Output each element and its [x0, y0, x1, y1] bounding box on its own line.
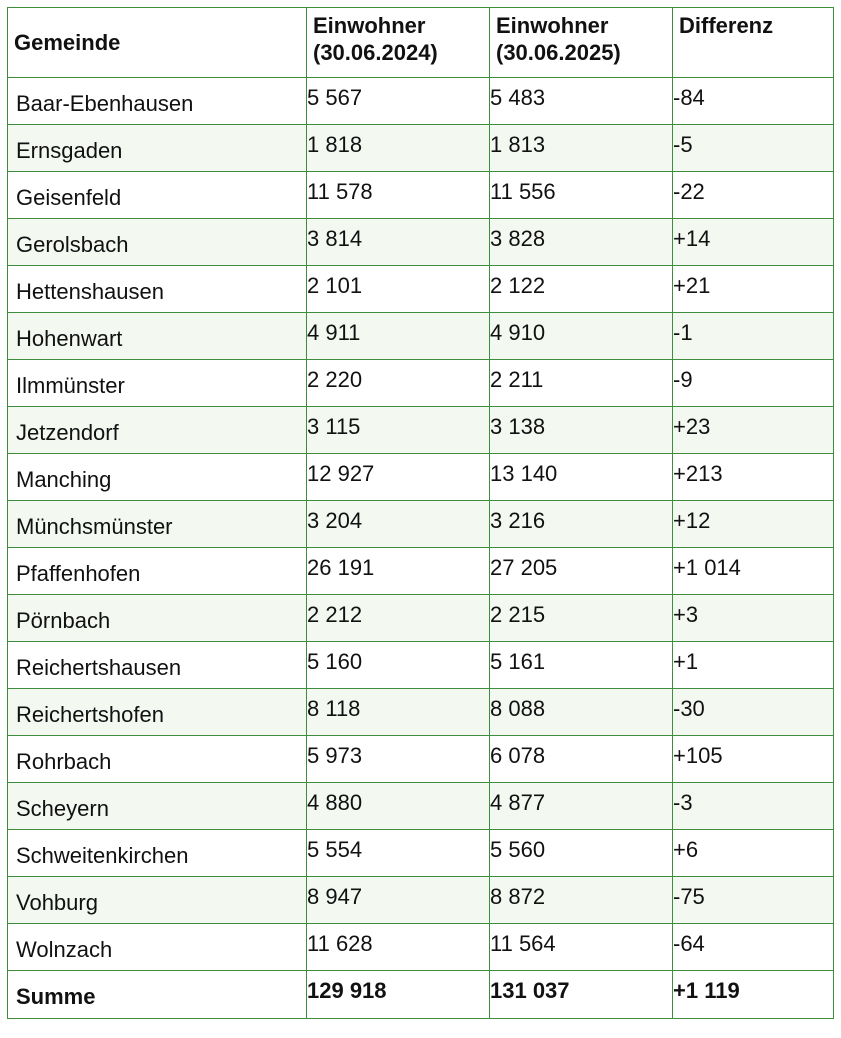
cell-einwohner-2025: 2 215: [490, 595, 673, 642]
cell-gemeinde: Ernsgaden: [8, 125, 307, 172]
table-row: [8, 595, 834, 642]
table-row: [8, 360, 834, 407]
table-body: [8, 78, 834, 1019]
table-row: [8, 877, 834, 924]
cell-einwohner-2025: 1 813: [490, 125, 673, 172]
cell-differenz: -22: [673, 172, 834, 219]
cell-einwohner-2024: 26 191: [307, 548, 490, 595]
cell-gemeinde: Geisenfeld: [8, 172, 307, 219]
cell-einwohner-2025: 11 556: [490, 172, 673, 219]
cell-einwohner-2024: 5 567: [307, 78, 490, 125]
cell-einwohner-2025: 11 564: [490, 924, 673, 971]
cell-einwohner-2024: 11 628: [307, 924, 490, 971]
cell-einwohner-2025: 5 161: [490, 642, 673, 689]
cell-einwohner-2024: 2 212: [307, 595, 490, 642]
cell-einwohner-2024: 11 578: [307, 172, 490, 219]
table-row: [8, 642, 834, 689]
total-differenz: +1 119: [673, 971, 834, 1019]
table-row: [8, 501, 834, 548]
cell-differenz: +6: [673, 830, 834, 877]
cell-einwohner-2025: 4 877: [490, 783, 673, 830]
table-row: [8, 125, 834, 172]
table-header: [8, 8, 834, 78]
cell-gemeinde: Ilmmünster: [8, 360, 307, 407]
cell-einwohner-2025: 3 216: [490, 501, 673, 548]
header-einwohner-2025-line2: (30.06.2025): [496, 40, 621, 65]
table-row: [8, 78, 834, 125]
cell-einwohner-2024: 1 818: [307, 125, 490, 172]
cell-differenz: -1: [673, 313, 834, 360]
total-einwohner-2025: 131 037: [490, 971, 673, 1019]
header-gemeinde: Gemeinde: [8, 8, 307, 78]
population-table: [7, 7, 834, 1019]
cell-einwohner-2025: 8 088: [490, 689, 673, 736]
cell-differenz: +3: [673, 595, 834, 642]
header-einwohner-2024-line2: (30.06.2024): [313, 40, 438, 65]
cell-differenz: +12: [673, 501, 834, 548]
cell-gemeinde: Vohburg: [8, 877, 307, 924]
cell-gemeinde: Reichertshofen: [8, 689, 307, 736]
table-row: [8, 830, 834, 877]
cell-einwohner-2025: 2 122: [490, 266, 673, 313]
cell-einwohner-2025: 4 910: [490, 313, 673, 360]
cell-differenz: -3: [673, 783, 834, 830]
header-differenz: Differenz: [673, 8, 834, 78]
table-row: [8, 783, 834, 830]
cell-differenz: -84: [673, 78, 834, 125]
header-einwohner-2024: [307, 8, 490, 78]
table-row: [8, 548, 834, 595]
cell-einwohner-2025: 2 211: [490, 360, 673, 407]
cell-differenz: +23: [673, 407, 834, 454]
cell-gemeinde: Reichertshausen: [8, 642, 307, 689]
cell-einwohner-2024: 5 554: [307, 830, 490, 877]
cell-gemeinde: Rohrbach: [8, 736, 307, 783]
cell-gemeinde: Pfaffenhofen: [8, 548, 307, 595]
table-row: [8, 219, 834, 266]
table-row: [8, 689, 834, 736]
cell-gemeinde: Hohenwart: [8, 313, 307, 360]
cell-einwohner-2025: 3 828: [490, 219, 673, 266]
cell-einwohner-2024: 8 947: [307, 877, 490, 924]
cell-einwohner-2025: 5 560: [490, 830, 673, 877]
header-einwohner-2025: [490, 8, 673, 78]
cell-differenz: +105: [673, 736, 834, 783]
cell-gemeinde: Gerolsbach: [8, 219, 307, 266]
cell-gemeinde: Manching: [8, 454, 307, 501]
cell-differenz: +1 014: [673, 548, 834, 595]
cell-einwohner-2024: 8 118: [307, 689, 490, 736]
cell-gemeinde: Pörnbach: [8, 595, 307, 642]
total-label: Summe: [8, 971, 307, 1019]
cell-differenz: -64: [673, 924, 834, 971]
table-row: [8, 924, 834, 971]
cell-einwohner-2025: 3 138: [490, 407, 673, 454]
table-row: [8, 313, 834, 360]
cell-einwohner-2024: 3 814: [307, 219, 490, 266]
cell-gemeinde: Münchsmünster: [8, 501, 307, 548]
population-table-container: [7, 7, 833, 1019]
cell-einwohner-2024: 12 927: [307, 454, 490, 501]
total-einwohner-2024: 129 918: [307, 971, 490, 1019]
cell-gemeinde: Jetzendorf: [8, 407, 307, 454]
cell-einwohner-2025: 13 140: [490, 454, 673, 501]
cell-gemeinde: Scheyern: [8, 783, 307, 830]
cell-einwohner-2024: 4 880: [307, 783, 490, 830]
cell-differenz: -30: [673, 689, 834, 736]
cell-einwohner-2024: 4 911: [307, 313, 490, 360]
cell-einwohner-2024: 2 220: [307, 360, 490, 407]
cell-differenz: -5: [673, 125, 834, 172]
table-row: [8, 172, 834, 219]
cell-differenz: -9: [673, 360, 834, 407]
table-row: [8, 266, 834, 313]
header-einwohner-2024-line1: Einwohner: [313, 13, 426, 38]
cell-einwohner-2025: 27 205: [490, 548, 673, 595]
cell-einwohner-2024: 2 101: [307, 266, 490, 313]
cell-differenz: +14: [673, 219, 834, 266]
cell-gemeinde: Hettenshausen: [8, 266, 307, 313]
cell-differenz: +213: [673, 454, 834, 501]
cell-differenz: +21: [673, 266, 834, 313]
table-row: [8, 407, 834, 454]
header-einwohner-2025-line1: Einwohner: [496, 13, 609, 38]
cell-einwohner-2024: 3 204: [307, 501, 490, 548]
cell-einwohner-2024: 5 973: [307, 736, 490, 783]
cell-einwohner-2025: 6 078: [490, 736, 673, 783]
cell-einwohner-2024: 3 115: [307, 407, 490, 454]
cell-einwohner-2025: 8 872: [490, 877, 673, 924]
cell-gemeinde: Schweitenkirchen: [8, 830, 307, 877]
cell-gemeinde: Wolnzach: [8, 924, 307, 971]
total-row: [8, 971, 834, 1019]
cell-einwohner-2024: 5 160: [307, 642, 490, 689]
cell-einwohner-2025: 5 483: [490, 78, 673, 125]
table-row: [8, 454, 834, 501]
cell-differenz: +1: [673, 642, 834, 689]
cell-differenz: -75: [673, 877, 834, 924]
cell-gemeinde: Baar-Ebenhausen: [8, 78, 307, 125]
header-row: [8, 8, 834, 78]
table-row: [8, 736, 834, 783]
